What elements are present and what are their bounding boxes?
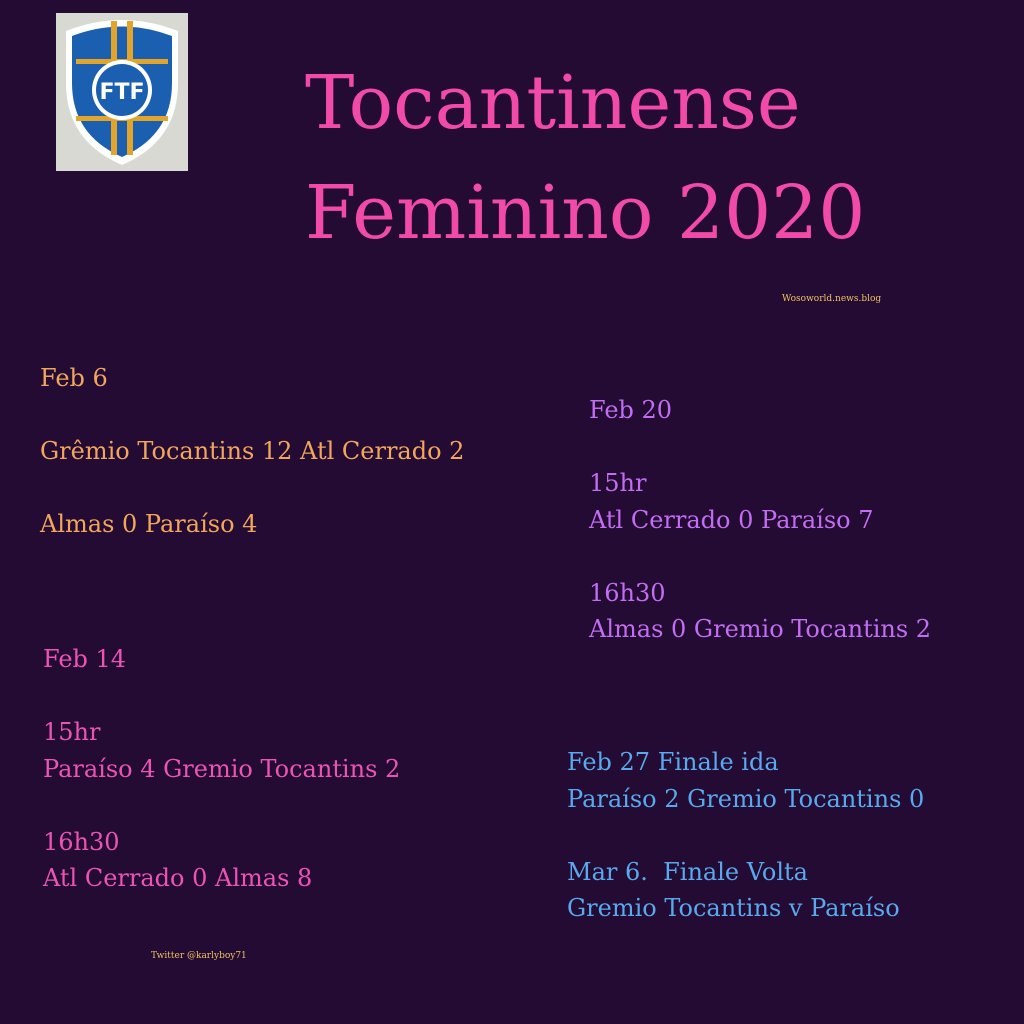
feb20-time-1: 15hr <box>589 469 647 497</box>
feb6-date: Feb 6 <box>40 364 108 392</box>
final-volta-match: Gremio Tocantins v Paraíso <box>567 894 900 922</box>
feb14-block <box>43 641 400 897</box>
logo-text: FTF <box>99 80 145 105</box>
ftf-shield-icon <box>56 13 188 171</box>
feb20-match-2: Almas 0 Gremio Tocantins 2 <box>589 615 932 643</box>
feb20-date: Feb 20 <box>589 396 673 424</box>
final-ida-heading: Feb 27 Finale ida <box>567 748 779 776</box>
feb14-time-2: 16h30 <box>43 827 120 856</box>
feb20-time-2: 16h30 <box>589 578 666 607</box>
final-ida-match: Paraíso 2 Gremio Tocantins 0 <box>567 784 925 813</box>
final-volta-heading: Mar 6. Finale Volta <box>567 857 808 886</box>
feb20-block <box>589 392 931 648</box>
feb20-match-1: Atl Cerrado 0 Paraíso 7 <box>589 505 874 534</box>
finals-block <box>567 744 924 927</box>
page-title <box>305 48 865 268</box>
ftf-logo <box>56 13 188 171</box>
feb14-match-1: Paraíso 4 Gremio Tocantins 2 <box>43 754 401 783</box>
twitter-credit: Twitter @karlyboy71 <box>151 951 247 961</box>
feb6-match-2: Almas 0 Paraíso 4 <box>40 510 258 538</box>
feb14-time-1: 15hr <box>43 718 101 746</box>
feb6-match-1: Grêmio Tocantins 12 Atl Cerrado 2 <box>40 437 465 465</box>
blog-credit: Wosoworld.news.blog <box>782 294 882 304</box>
feb6-block <box>40 360 464 543</box>
title-line-1: Tocantinense <box>305 60 801 146</box>
feb14-date: Feb 14 <box>43 645 127 673</box>
feb14-match-2: Atl Cerrado 0 Almas 8 <box>43 864 313 892</box>
title-line-2: Feminino 2020 <box>305 170 866 256</box>
